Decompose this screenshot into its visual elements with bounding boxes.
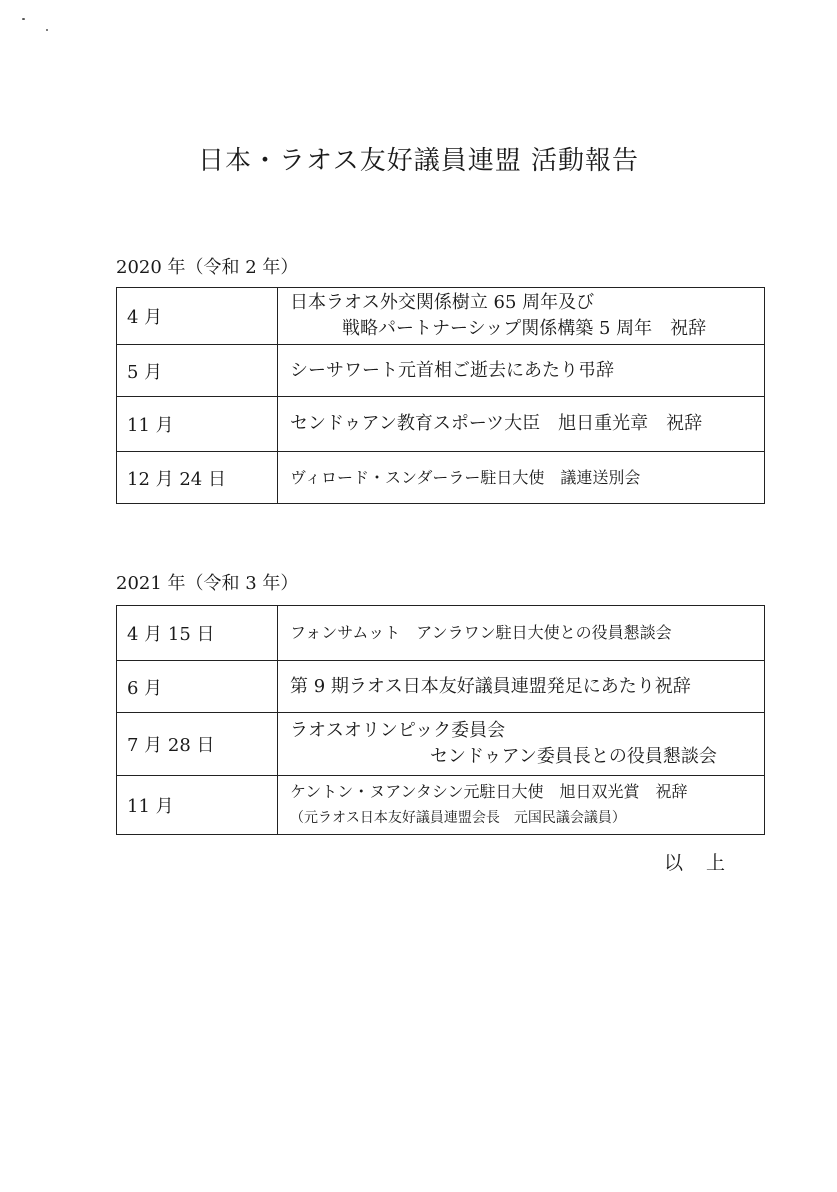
table-row [117,345,765,397]
event-line: センドゥアン教育スポーツ大臣 旭日重光章 祝辞 [290,413,703,434]
page-title: 日本・ラオス友好議員連盟 活動報告 [197,146,639,176]
row-date: 12 月 24 日 [117,452,278,504]
activity-table-2020 [116,287,765,504]
row-event [278,452,765,504]
row-date: 5 月 [117,345,278,397]
event-line: ラオスオリンピック委員会 [290,720,506,741]
section-heading-2020: 2020 年（令和 2 年） [116,257,299,278]
event-line: ケントン・ヌアンタシン元駐日大使 旭日双光賞 祝辞 [290,782,688,801]
activity-table-2021 [116,605,765,835]
row-event [278,288,765,345]
event-line: シーサワート元首相ご逝去にあたり弔辞 [290,359,614,381]
row-date: 6 月 [117,661,278,713]
row-event [278,713,765,776]
event-line: 日本ラオス外交関係樹立 65 周年及び [290,292,595,313]
table-row [117,713,765,776]
row-date: 4 月 15 日 [117,606,278,661]
section-heading-2021: 2021 年（令和 3 年） [116,573,299,594]
row-date: 4 月 [117,288,278,345]
event-line: （元ラオス日本友好議員連盟会長 元国民議会議員） [290,810,626,826]
row-date: 11 月 [117,397,278,452]
closing-remark: 以 上 [664,852,728,874]
table-row [117,776,765,835]
event-line: フォンサムット アンラワン駐日大使との役員懇談会 [290,623,672,642]
table-row [117,452,765,504]
row-date: 7 月 28 日 [117,713,278,776]
row-event [278,606,765,661]
row-event [278,397,765,452]
row-date: 11 月 [117,776,278,835]
event-line: ヴィロード・スンダーラー駐日大使 議連送別会 [290,467,641,487]
row-event [278,776,765,835]
table-row [117,288,765,345]
table-row [117,606,765,661]
event-line: 戦略パートナーシップ関係構築 5 周年 祝辞 [342,318,707,339]
row-event [278,661,765,713]
event-line: センドゥアン委員長との役員懇談会 [430,746,717,767]
scan-speck [46,29,48,31]
table-row [117,397,765,452]
scan-speck [22,18,25,20]
event-line: 第 9 期ラオス日本友好議員連盟発足にあたり祝辞 [290,675,691,697]
table-row [117,661,765,713]
row-event [278,345,765,397]
